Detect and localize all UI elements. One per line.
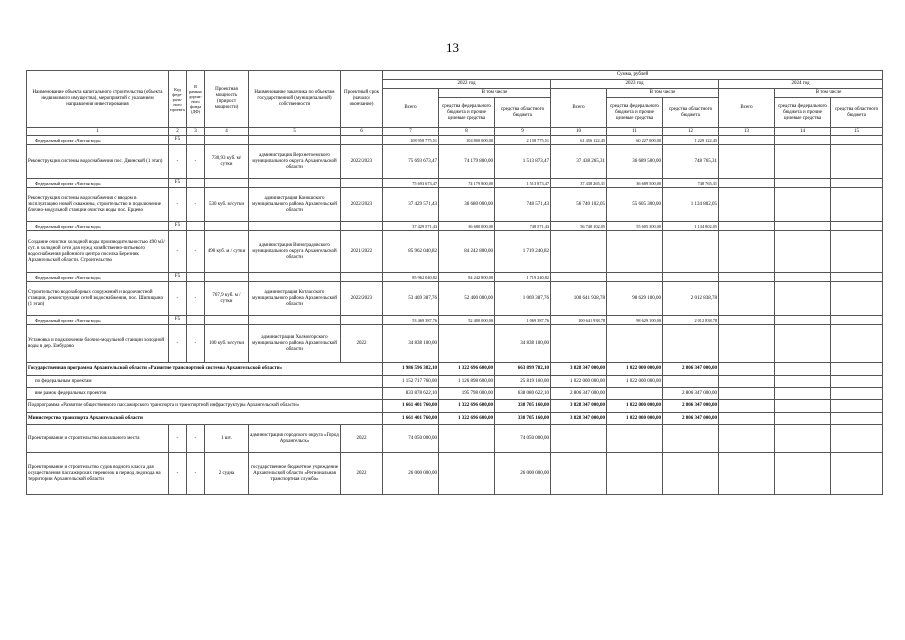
amount-cell: 36 680 000,00 [439, 222, 495, 231]
object-name: Реконструкция системы водоснабжения пос. Двинской (1 этап) [27, 145, 169, 179]
amount-cell: 3 828 347 000,00 [551, 363, 607, 376]
empty-cell [719, 376, 775, 388]
empty-cell [719, 136, 775, 145]
subtotal-label: вне рамок федеральных проектов [27, 388, 383, 400]
empty-cell [775, 282, 831, 316]
deadline: 2022/2023 [341, 145, 383, 179]
object-name: Установка и подключение блочно-модульной станции холодной воды в дер. Ембудово [27, 325, 169, 363]
empty-cell [719, 325, 775, 363]
header-deadline: Проектный срок (начало/ окончание) [341, 71, 383, 128]
capacity: 1 шт. [205, 425, 249, 453]
deadline: 2022 [341, 425, 383, 453]
empty-cell [187, 222, 205, 231]
empty-cell [205, 222, 249, 231]
amount-cell [607, 453, 663, 495]
empty-cell [341, 222, 383, 231]
table-row [27, 325, 883, 363]
amount-cell [607, 273, 663, 282]
project-code: - [169, 145, 187, 179]
amount-cell [663, 273, 719, 282]
road-fund: - [187, 145, 205, 179]
project-code: F5 [169, 136, 187, 145]
amount-cell: 37 438 265,31 [551, 179, 607, 188]
capacity: 530 куб. м/сутки [205, 188, 249, 222]
amount-cell: 1 022 000 000,00 [607, 376, 663, 388]
column-number: 10 [551, 128, 607, 136]
amount-cell: 2 806 347 000,00 [551, 388, 607, 400]
empty-cell [719, 282, 775, 316]
amount-cell: 37 429 571,43 [383, 188, 439, 222]
capacity: 100 куб. м/сутки [205, 325, 249, 363]
program-title: Государственная программа Архангельской области «Развитие транспортной системы Архангельской области» [27, 363, 383, 376]
amount-cell: 2 158 775,51 [495, 136, 551, 145]
header-year-2024: 2024 год [719, 80, 883, 89]
empty-cell [831, 376, 883, 388]
column-number: 11 [607, 128, 663, 136]
table-row [27, 388, 883, 400]
empty-cell [831, 413, 883, 425]
header-customer: Наименование заказчика по объектам государственной (муниципальной) собственности [249, 71, 341, 128]
header-incl: В том числе [439, 89, 551, 98]
empty-cell [719, 400, 775, 413]
amount-cell: 1 069 387,76 [495, 282, 551, 316]
amount-cell [663, 376, 719, 388]
amount-cell: 3 828 347 000,00 [551, 413, 607, 425]
amount-cell: 74 179 800,00 [439, 179, 495, 188]
project-code: F5 [169, 222, 187, 231]
amount-cell: 2 806 347 000,00 [663, 388, 719, 400]
header-fed: средства федерального бюджета и прочие целевые средства [607, 98, 663, 128]
object-name: Реконструкция системы водоснабжения с вводом в эксплуатацию новой скважины, строительство и подключение блочно-модульной станции очистки воды пос. Ерцево [27, 188, 169, 222]
empty-cell [719, 145, 775, 179]
amount-cell: 1 022 000 000,00 [607, 400, 663, 413]
subtotal-label: по федеральным проектам [27, 376, 383, 388]
amount-cell: 34 838 100,00 [495, 325, 551, 363]
column-number: 3 [187, 128, 205, 136]
amount-cell [607, 388, 663, 400]
amount-cell: 1 022 000 000,00 [551, 376, 607, 388]
page-number: 13 [446, 40, 459, 55]
empty-cell [775, 363, 831, 376]
amount-cell: 2 012 838,78 [663, 316, 719, 325]
project-code: - [169, 325, 187, 363]
header-fed: средства федерального бюджета и прочие целевые средства [439, 98, 495, 128]
federal-project-label: Федеральный проект «Чистая вода» [27, 222, 169, 231]
empty-cell [719, 222, 775, 231]
amount-cell: 2 806 347 000,00 [663, 413, 719, 425]
amount-cell: 26 000 000,00 [495, 453, 551, 495]
amount-cell: 36 689 500,00 [607, 145, 663, 179]
header-obl: средства областного бюджета [495, 98, 551, 128]
amount-cell: 1 022 000 000,00 [607, 413, 663, 425]
amount-cell: 1 513 873,47 [495, 145, 551, 179]
empty-cell [719, 413, 775, 425]
amount-cell [439, 325, 495, 363]
amount-cell: 34 838 100,00 [383, 325, 439, 363]
project-code: - [169, 231, 187, 273]
amount-cell [551, 453, 607, 495]
empty-cell [775, 231, 831, 273]
empty-cell [775, 179, 831, 188]
amount-cell: 52 400 000,00 [439, 282, 495, 316]
amount-cell: 104 800 000,00 [439, 136, 495, 145]
header-obl: средства областного бюджета [831, 98, 883, 128]
amount-cell: 37 429 571,43 [383, 222, 439, 231]
amount-cell: 2 012 838,78 [663, 282, 719, 316]
road-fund: - [187, 325, 205, 363]
customer: администрация Виноградовского муниципального округа Архангельской области [249, 231, 341, 273]
amount-cell: 1 134 802,05 [663, 188, 719, 222]
empty-cell [719, 363, 775, 376]
amount-cell: 1 661 401 760,00 [383, 400, 439, 413]
amount-cell [607, 425, 663, 453]
column-number: 14 [775, 128, 831, 136]
header-year-2022: 2022 год [383, 80, 551, 89]
deadline: 2022/2023 [341, 188, 383, 222]
empty-cell [831, 425, 883, 453]
customer: администрация городского округа «Город Архангельск» [249, 425, 341, 453]
amount-cell: 60 227 000,00 [607, 136, 663, 145]
header-incl: В том числе [607, 89, 719, 98]
empty-cell [341, 273, 383, 282]
amount-cell: 833 878 622,10 [383, 388, 439, 400]
road-fund: - [187, 453, 205, 495]
empty-cell [775, 222, 831, 231]
empty-cell [775, 136, 831, 145]
capacity: 2 судна [205, 453, 249, 495]
amount-cell: 638 080 622,10 [495, 388, 551, 400]
empty-cell [775, 188, 831, 222]
header-capacity: Проектная мощность (прирост мощности) [205, 71, 249, 128]
table-row [27, 413, 883, 425]
empty-cell [719, 188, 775, 222]
empty-cell [775, 316, 831, 325]
amount-cell: 98 629 100,00 [607, 282, 663, 316]
amount-cell: 74 179 800,00 [439, 145, 495, 179]
header-total: Всего [719, 89, 775, 128]
amount-cell: 52 400 000,00 [439, 316, 495, 325]
empty-cell [719, 453, 775, 495]
project-code: F5 [169, 273, 187, 282]
column-number: 4 [205, 128, 249, 136]
empty-cell [775, 273, 831, 282]
federal-project-label: Федеральный проект «Чистая вода» [27, 273, 169, 282]
empty-cell [187, 179, 205, 188]
amount-cell: 85 962 040,82 [383, 231, 439, 273]
amount-cell: 100 641 938,78 [551, 316, 607, 325]
empty-cell [719, 273, 775, 282]
table-row [27, 231, 883, 273]
empty-cell [205, 316, 249, 325]
object-name: Создание очистки холодной воды производительностью 490 м3/сут. в холодной сети для нужд хозяйственно-питьевого водоснабжения районного центра поселка Березник Архангельской области. Строительство [27, 231, 169, 273]
empty-cell [187, 273, 205, 282]
amount-cell: 3 828 347 000,00 [551, 400, 607, 413]
customer: администрация Холмогорского муниципального района Архангельской области [249, 325, 341, 363]
amount-cell: 1 719 240,82 [495, 231, 551, 273]
header-total: Всего [383, 89, 439, 128]
column-number: 13 [719, 128, 775, 136]
capacity: 730,93 куб. м/сутки [205, 145, 249, 179]
empty-cell [831, 179, 883, 188]
amount-cell [439, 425, 495, 453]
column-number: 6 [341, 128, 383, 136]
amount-cell: 1 513 873,47 [495, 179, 551, 188]
header-fed: средства федерального бюджета и прочие целевые средства [775, 98, 831, 128]
amount-cell: 84 242 800,00 [439, 273, 495, 282]
amount-cell: 56 740 102,05 [551, 222, 607, 231]
header-dorfond: В рамках дорож-ного фонда (ДФ) [187, 71, 205, 128]
amount-cell: 55 605 300,00 [607, 188, 663, 222]
empty-cell [831, 136, 883, 145]
amount-cell: 1 152 717 760,00 [383, 376, 439, 388]
amount-cell [551, 273, 607, 282]
object-name: Строительство водозаборных сооружений и водоочистной станции, реконструкция сетей водоснабжения, пос. Шипицыно (1 этап) [27, 282, 169, 316]
header-sum: Сумма, рублей [383, 71, 883, 80]
amount-cell: 26 000 000,00 [383, 453, 439, 495]
project-code: - [169, 453, 187, 495]
column-number: 9 [495, 128, 551, 136]
amount-cell: 53 469 387,76 [383, 282, 439, 316]
empty-cell [831, 325, 883, 363]
column-number: 1 [27, 128, 169, 136]
amount-cell: 36 680 000,00 [439, 188, 495, 222]
amount-cell: 75 693 673,47 [383, 179, 439, 188]
empty-cell [775, 388, 831, 400]
column-number: 8 [439, 128, 495, 136]
empty-cell [775, 325, 831, 363]
amount-cell: 74 050 000,00 [495, 425, 551, 453]
amount-cell [663, 453, 719, 495]
column-number: 7 [383, 128, 439, 136]
amount-cell: 1 134 802,05 [663, 222, 719, 231]
empty-cell [249, 136, 341, 145]
amount-cell: 338 705 160,00 [495, 413, 551, 425]
project-code: F5 [169, 179, 187, 188]
amount-cell [551, 231, 607, 273]
amount-cell: 25 819 160,00 [495, 376, 551, 388]
empty-cell [341, 179, 383, 188]
empty-cell [719, 388, 775, 400]
project-code: - [169, 188, 187, 222]
amount-cell [551, 325, 607, 363]
empty-cell [719, 179, 775, 188]
empty-cell [831, 282, 883, 316]
amount-cell: 1 126 898 600,00 [439, 376, 495, 388]
empty-cell [775, 453, 831, 495]
empty-cell [831, 273, 883, 282]
column-number: 12 [663, 128, 719, 136]
empty-cell [341, 316, 383, 325]
table-row [27, 376, 883, 388]
empty-cell [249, 222, 341, 231]
amount-cell: 36 689 500,00 [607, 179, 663, 188]
table-row [27, 273, 883, 282]
column-number: 15 [831, 128, 883, 136]
empty-cell [205, 273, 249, 282]
empty-cell [187, 136, 205, 145]
project-code: F5 [169, 316, 187, 325]
amount-cell: 1 986 596 382,10 [383, 363, 439, 376]
amount-cell: 100 641 938,78 [551, 282, 607, 316]
amount-cell: 1 322 696 600,00 [439, 400, 495, 413]
object-name: Проектирование и строительство вокзального места [27, 425, 169, 453]
amount-cell: 85 962 040,82 [383, 273, 439, 282]
road-fund: - [187, 231, 205, 273]
table-row [27, 425, 883, 453]
amount-cell: 1 022 000 000,00 [607, 363, 663, 376]
table-row [27, 136, 883, 145]
header-total: Всего [551, 89, 607, 128]
table-row [27, 179, 883, 188]
ministry-title: Министерство транспорта Архангельской области [27, 413, 383, 425]
amount-cell: 663 899 782,10 [495, 363, 551, 376]
capacity: 767,9 куб. м / сутки [205, 282, 249, 316]
empty-cell [831, 188, 883, 222]
project-code: - [169, 425, 187, 453]
project-code: - [169, 282, 187, 316]
amount-cell [551, 425, 607, 453]
empty-cell [831, 453, 883, 495]
empty-cell [205, 136, 249, 145]
amount-cell: 74 050 000,00 [383, 425, 439, 453]
amount-cell: 1 229 122,45 [663, 136, 719, 145]
road-fund: - [187, 282, 205, 316]
table-row [27, 316, 883, 325]
empty-cell [249, 273, 341, 282]
empty-cell [187, 316, 205, 325]
empty-cell [249, 179, 341, 188]
column-number: 2 [169, 128, 187, 136]
object-name: Проектирование и строительство судов водного класса для осуществления пассажирских перевозок в период ледохода на территории Архангельской области [27, 453, 169, 495]
amount-cell: 1 322 696 600,00 [439, 363, 495, 376]
capacity: 490 куб. м / сутки [205, 231, 249, 273]
empty-cell [831, 222, 883, 231]
amount-cell: 98 629 100,00 [607, 316, 663, 325]
customer: администрация Коношского муниципального района Архангельской области [249, 188, 341, 222]
amount-cell: 56 740 102,05 [551, 188, 607, 222]
amount-cell [607, 231, 663, 273]
empty-cell [831, 388, 883, 400]
empty-cell [831, 145, 883, 179]
table-row [27, 188, 883, 222]
amount-cell: 2 806 347 000,00 [663, 363, 719, 376]
amount-cell: 748 765,31 [663, 145, 719, 179]
amount-cell: 37 438 265,31 [551, 145, 607, 179]
amount-cell: 1 322 696 600,00 [439, 413, 495, 425]
header-name: Наименование объекта капитального строительства (объекта недвижимого имущества), мероприятий с указанием направления инвестирования [27, 71, 169, 128]
amount-cell: 84 242 800,00 [439, 231, 495, 273]
empty-cell [831, 363, 883, 376]
empty-cell [341, 136, 383, 145]
amount-cell [663, 325, 719, 363]
table-row [27, 145, 883, 179]
amount-cell: 75 693 673,47 [383, 145, 439, 179]
amount-cell [439, 453, 495, 495]
amount-cell: 55 605 300,00 [607, 222, 663, 231]
empty-cell [831, 400, 883, 413]
customer: государственное бюджетное учреждение Архангельской области «Региональная транспортная служба» [249, 453, 341, 495]
deadline: 2022/2023 [341, 282, 383, 316]
table-row [27, 222, 883, 231]
deadline: 2022 [341, 325, 383, 363]
customer: администрация Верхнетоемского муниципального округа Архангельской области [249, 145, 341, 179]
empty-cell [719, 316, 775, 325]
amount-cell: 61 456 122,45 [551, 136, 607, 145]
header-incl: В том числе [775, 89, 883, 98]
table-row [27, 400, 883, 413]
header-obl: средства областного бюджета [663, 98, 719, 128]
federal-project-label: Федеральный проект «Чистая вода» [27, 179, 169, 188]
amount-cell [607, 325, 663, 363]
empty-cell [775, 425, 831, 453]
column-number: 5 [249, 128, 341, 136]
road-fund: - [187, 188, 205, 222]
empty-cell [831, 316, 883, 325]
amount-cell: 195 798 000,00 [439, 388, 495, 400]
amount-cell: 2 806 347 000,00 [663, 400, 719, 413]
deadline: 2021/2022 [341, 231, 383, 273]
empty-cell [775, 145, 831, 179]
empty-cell [249, 316, 341, 325]
table-row [27, 282, 883, 316]
road-fund: - [187, 425, 205, 453]
subprogram-title: Подпрограмма «Развитие общественного пассажирского транспорта и транспортной инфраструктуры Архангельской области» [27, 400, 383, 413]
empty-cell [775, 376, 831, 388]
amount-cell: 748 571,43 [495, 188, 551, 222]
amount-cell: 1 069 387,76 [495, 316, 551, 325]
amount-cell [663, 425, 719, 453]
table-row [27, 363, 883, 376]
table-row [27, 453, 883, 495]
investment-table [26, 70, 883, 495]
empty-cell [775, 413, 831, 425]
empty-cell [775, 400, 831, 413]
empty-cell [205, 179, 249, 188]
deadline: 2022 [341, 453, 383, 495]
amount-cell: 1 661 401 760,00 [383, 413, 439, 425]
customer: администрация Котласского муниципального района Архангельской области [249, 282, 341, 316]
federal-project-label: Федеральный проект «Чистая вода» [27, 136, 169, 145]
federal-project-label: Федеральный проект «Чистая вода» [27, 316, 169, 325]
empty-cell [831, 231, 883, 273]
amount-cell: 1 719 240,82 [495, 273, 551, 282]
amount-cell: 53 469 387,76 [383, 316, 439, 325]
amount-cell: 338 705 160,00 [495, 400, 551, 413]
empty-cell [719, 425, 775, 453]
header-code: Код феде-раль-ного проекта [169, 71, 187, 128]
amount-cell: 748 571,43 [495, 222, 551, 231]
amount-cell: 108 958 775,51 [383, 136, 439, 145]
amount-cell [663, 231, 719, 273]
empty-cell [719, 231, 775, 273]
header-year-2023: 2023 год [551, 80, 719, 89]
amount-cell: 748 765,31 [663, 179, 719, 188]
